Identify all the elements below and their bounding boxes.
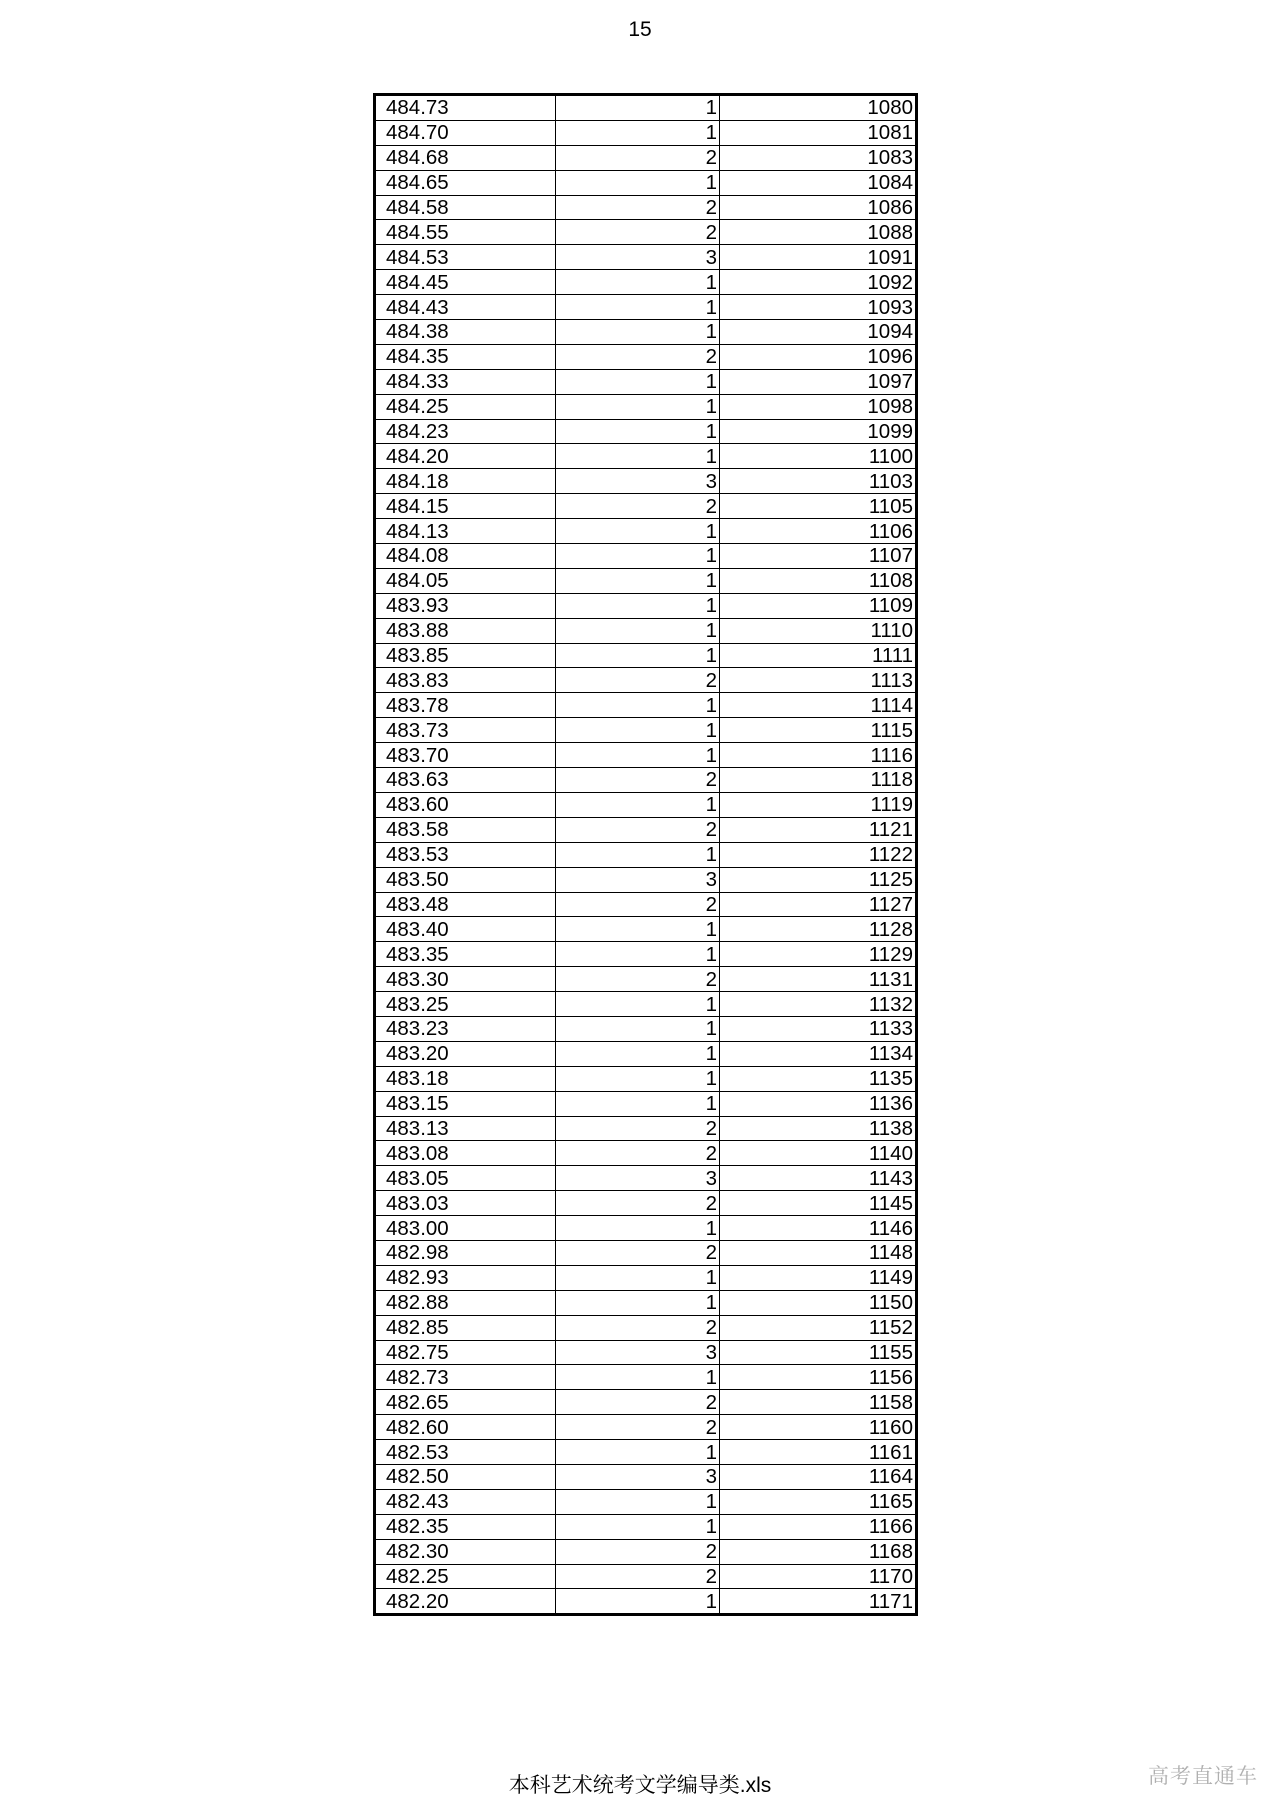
count-cell: 1 [556, 1216, 720, 1241]
cumulative-cell: 1105 [720, 494, 917, 519]
table-row [375, 967, 917, 992]
score-cell: 484.53 [375, 245, 556, 270]
cumulative-cell: 1108 [720, 568, 917, 593]
table-row [375, 1340, 917, 1365]
table-row [375, 1091, 917, 1116]
score-cell: 483.53 [375, 842, 556, 867]
count-cell: 2 [556, 1539, 720, 1564]
cumulative-cell: 1084 [720, 170, 917, 195]
table-row [375, 494, 917, 519]
cumulative-cell: 1114 [720, 693, 917, 718]
table-row [375, 1016, 917, 1041]
score-cell: 483.60 [375, 792, 556, 817]
count-cell: 3 [556, 1464, 720, 1489]
score-cell: 484.33 [375, 369, 556, 394]
score-cell: 484.65 [375, 170, 556, 195]
cumulative-cell: 1115 [720, 718, 917, 743]
cumulative-cell: 1107 [720, 544, 917, 569]
cumulative-cell: 1098 [720, 394, 917, 419]
table-row [375, 519, 917, 544]
table-row [375, 568, 917, 593]
count-cell: 1 [556, 1514, 720, 1539]
table-row [375, 593, 917, 618]
cumulative-cell: 1099 [720, 419, 917, 444]
score-cell: 483.25 [375, 992, 556, 1017]
score-cell: 483.00 [375, 1216, 556, 1241]
count-cell: 1 [556, 95, 720, 121]
count-cell: 2 [556, 1141, 720, 1166]
cumulative-cell: 1111 [720, 643, 917, 668]
score-cell: 483.05 [375, 1166, 556, 1191]
score-cell: 483.35 [375, 942, 556, 967]
watermark: 高考直通车 [1148, 1765, 1258, 1788]
cumulative-cell: 1165 [720, 1489, 917, 1514]
table-row [375, 1440, 917, 1465]
score-cell: 482.75 [375, 1340, 556, 1365]
table-row [375, 1564, 917, 1589]
table-row [375, 992, 917, 1017]
table-row [375, 1216, 917, 1241]
score-cell: 483.30 [375, 967, 556, 992]
table-row [375, 693, 917, 718]
cumulative-cell: 1158 [720, 1390, 917, 1415]
table-row [375, 1066, 917, 1091]
cumulative-cell: 1132 [720, 992, 917, 1017]
cumulative-cell: 1135 [720, 1066, 917, 1091]
count-cell: 1 [556, 593, 720, 618]
cumulative-cell: 1143 [720, 1166, 917, 1191]
table-row [375, 668, 917, 693]
count-cell: 2 [556, 1564, 720, 1589]
cumulative-cell: 1113 [720, 668, 917, 693]
count-cell: 1 [556, 693, 720, 718]
count-cell: 2 [556, 1415, 720, 1440]
cumulative-cell: 1136 [720, 1091, 917, 1116]
table-row [375, 867, 917, 892]
cumulative-cell: 1097 [720, 369, 917, 394]
score-cell: 482.93 [375, 1265, 556, 1290]
cumulative-cell: 1161 [720, 1440, 917, 1465]
score-cell: 482.60 [375, 1415, 556, 1440]
footer-filename: 本科艺术统考文学编导类.xls [508, 1774, 772, 1797]
table-row [375, 1315, 917, 1340]
score-cell: 484.58 [375, 195, 556, 220]
score-cell: 483.18 [375, 1066, 556, 1091]
count-cell: 1 [556, 718, 720, 743]
cumulative-cell: 1103 [720, 469, 917, 494]
score-cell: 482.88 [375, 1290, 556, 1315]
count-cell: 2 [556, 967, 720, 992]
count-cell: 1 [556, 1290, 720, 1315]
score-cell: 482.20 [375, 1589, 556, 1615]
count-cell: 1 [556, 1265, 720, 1290]
table-row [375, 1464, 917, 1489]
cumulative-cell: 1091 [720, 245, 917, 270]
score-cell: 484.23 [375, 419, 556, 444]
count-cell: 2 [556, 892, 720, 917]
table-row [375, 1489, 917, 1514]
cumulative-cell: 1152 [720, 1315, 917, 1340]
score-cell: 482.65 [375, 1390, 556, 1415]
table-row [375, 170, 917, 195]
cumulative-cell: 1168 [720, 1539, 917, 1564]
count-cell: 3 [556, 1166, 720, 1191]
score-cell: 483.20 [375, 1041, 556, 1066]
cumulative-cell: 1148 [720, 1240, 917, 1265]
count-cell: 1 [556, 1066, 720, 1091]
table-row [375, 768, 917, 793]
count-cell: 1 [556, 170, 720, 195]
count-cell: 1 [556, 120, 720, 145]
cumulative-cell: 1109 [720, 593, 917, 618]
table-row [375, 1141, 917, 1166]
cumulative-cell: 1122 [720, 842, 917, 867]
table-row [375, 743, 917, 768]
count-cell: 1 [556, 743, 720, 768]
count-cell: 2 [556, 668, 720, 693]
score-cell: 483.83 [375, 668, 556, 693]
count-cell: 1 [556, 1489, 720, 1514]
count-cell: 1 [556, 917, 720, 942]
score-cell: 484.08 [375, 544, 556, 569]
score-cell: 482.35 [375, 1514, 556, 1539]
table-row [375, 1365, 917, 1390]
score-cell: 483.70 [375, 743, 556, 768]
score-cell: 483.08 [375, 1141, 556, 1166]
table-row [375, 469, 917, 494]
score-cell: 483.03 [375, 1191, 556, 1216]
score-cell: 482.25 [375, 1564, 556, 1589]
count-cell: 1 [556, 618, 720, 643]
cumulative-cell: 1127 [720, 892, 917, 917]
score-cell: 483.58 [375, 817, 556, 842]
table-row [375, 369, 917, 394]
count-cell: 1 [556, 1440, 720, 1465]
score-cell: 483.85 [375, 643, 556, 668]
cumulative-cell: 1156 [720, 1365, 917, 1390]
count-cell: 3 [556, 469, 720, 494]
score-cell: 483.23 [375, 1016, 556, 1041]
count-cell: 2 [556, 195, 720, 220]
count-cell: 2 [556, 768, 720, 793]
table-row [375, 1539, 917, 1564]
score-cell: 484.13 [375, 519, 556, 544]
table-row [375, 320, 917, 345]
cumulative-cell: 1125 [720, 867, 917, 892]
score-cell: 484.73 [375, 95, 556, 121]
count-cell: 1 [556, 643, 720, 668]
score-cell: 483.50 [375, 867, 556, 892]
count-cell: 1 [556, 942, 720, 967]
score-cell: 483.40 [375, 917, 556, 942]
count-cell: 1 [556, 320, 720, 345]
score-cell: 482.73 [375, 1365, 556, 1390]
cumulative-cell: 1150 [720, 1290, 917, 1315]
count-cell: 2 [556, 1315, 720, 1340]
score-cell: 482.43 [375, 1489, 556, 1514]
table-row [375, 1514, 917, 1539]
count-cell: 1 [556, 295, 720, 320]
score-cell: 483.88 [375, 618, 556, 643]
table-row [375, 120, 917, 145]
count-cell: 1 [556, 1091, 720, 1116]
score-cell: 483.48 [375, 892, 556, 917]
score-cell: 483.15 [375, 1091, 556, 1116]
table-row [375, 1415, 917, 1440]
table-row [375, 1191, 917, 1216]
cumulative-cell: 1171 [720, 1589, 917, 1615]
cumulative-cell: 1096 [720, 344, 917, 369]
count-cell: 1 [556, 568, 720, 593]
count-cell: 1 [556, 992, 720, 1017]
table-row [375, 544, 917, 569]
cumulative-cell: 1166 [720, 1514, 917, 1539]
table-row [375, 842, 917, 867]
table-row [375, 1265, 917, 1290]
score-cell: 482.50 [375, 1464, 556, 1489]
table-row [375, 1116, 917, 1141]
count-cell: 1 [556, 1365, 720, 1390]
count-cell: 2 [556, 1116, 720, 1141]
cumulative-cell: 1081 [720, 120, 917, 145]
count-cell: 1 [556, 1041, 720, 1066]
cumulative-cell: 1118 [720, 768, 917, 793]
cumulative-cell: 1119 [720, 792, 917, 817]
cumulative-cell: 1088 [720, 220, 917, 245]
score-cell: 482.98 [375, 1240, 556, 1265]
table-body [375, 95, 917, 1615]
count-cell: 1 [556, 270, 720, 295]
score-cell: 484.25 [375, 394, 556, 419]
score-cell: 484.43 [375, 295, 556, 320]
cumulative-cell: 1086 [720, 195, 917, 220]
score-cell: 482.85 [375, 1315, 556, 1340]
count-cell: 1 [556, 842, 720, 867]
table-row [375, 245, 917, 270]
table-row [375, 444, 917, 469]
count-cell: 1 [556, 544, 720, 569]
table-row [375, 618, 917, 643]
score-cell: 484.70 [375, 120, 556, 145]
score-cell: 484.18 [375, 469, 556, 494]
count-cell: 1 [556, 419, 720, 444]
cumulative-cell: 1129 [720, 942, 917, 967]
page-number: 15 [628, 18, 652, 41]
table-row [375, 718, 917, 743]
score-cell: 484.55 [375, 220, 556, 245]
table-row [375, 220, 917, 245]
table-row [375, 419, 917, 444]
score-cell: 483.78 [375, 693, 556, 718]
cumulative-cell: 1128 [720, 917, 917, 942]
count-cell: 1 [556, 792, 720, 817]
count-cell: 2 [556, 145, 720, 170]
score-cell: 484.35 [375, 344, 556, 369]
cumulative-cell: 1083 [720, 145, 917, 170]
table-row [375, 1166, 917, 1191]
score-cell: 483.63 [375, 768, 556, 793]
count-cell: 1 [556, 394, 720, 419]
count-cell: 1 [556, 1589, 720, 1615]
score-cell: 482.30 [375, 1539, 556, 1564]
table-row [375, 1240, 917, 1265]
cumulative-cell: 1092 [720, 270, 917, 295]
cumulative-cell: 1100 [720, 444, 917, 469]
table-row [375, 1589, 917, 1615]
count-cell: 2 [556, 1390, 720, 1415]
cumulative-cell: 1138 [720, 1116, 917, 1141]
score-cell: 483.73 [375, 718, 556, 743]
score-cell: 483.13 [375, 1116, 556, 1141]
score-distribution-table [373, 93, 918, 1616]
count-cell: 2 [556, 220, 720, 245]
cumulative-cell: 1110 [720, 618, 917, 643]
cumulative-cell: 1106 [720, 519, 917, 544]
table-row [375, 917, 917, 942]
cumulative-cell: 1131 [720, 967, 917, 992]
score-cell: 484.38 [375, 320, 556, 345]
cumulative-cell: 1155 [720, 1340, 917, 1365]
count-cell: 2 [556, 1240, 720, 1265]
table-row [375, 394, 917, 419]
score-cell: 484.20 [375, 444, 556, 469]
cumulative-cell: 1133 [720, 1016, 917, 1041]
score-cell: 483.93 [375, 593, 556, 618]
cumulative-cell: 1093 [720, 295, 917, 320]
table-row [375, 942, 917, 967]
cumulative-cell: 1160 [720, 1415, 917, 1440]
count-cell: 1 [556, 519, 720, 544]
cumulative-cell: 1140 [720, 1141, 917, 1166]
cumulative-cell: 1134 [720, 1041, 917, 1066]
table-row [375, 344, 917, 369]
table-row [375, 1390, 917, 1415]
count-cell: 3 [556, 1340, 720, 1365]
table-row [375, 95, 917, 121]
table-row [375, 643, 917, 668]
count-cell: 2 [556, 344, 720, 369]
cumulative-cell: 1164 [720, 1464, 917, 1489]
cumulative-cell: 1149 [720, 1265, 917, 1290]
table-row [375, 817, 917, 842]
table-row [375, 295, 917, 320]
count-cell: 1 [556, 1016, 720, 1041]
count-cell: 2 [556, 817, 720, 842]
table-row [375, 892, 917, 917]
count-cell: 2 [556, 1191, 720, 1216]
cumulative-cell: 1094 [720, 320, 917, 345]
count-cell: 3 [556, 245, 720, 270]
score-cell: 484.05 [375, 568, 556, 593]
table-row [375, 1290, 917, 1315]
table-row [375, 270, 917, 295]
count-cell: 3 [556, 867, 720, 892]
table-row [375, 1041, 917, 1066]
score-cell: 484.45 [375, 270, 556, 295]
cumulative-cell: 1145 [720, 1191, 917, 1216]
cumulative-cell: 1121 [720, 817, 917, 842]
score-cell: 482.53 [375, 1440, 556, 1465]
score-cell: 484.15 [375, 494, 556, 519]
cumulative-cell: 1146 [720, 1216, 917, 1241]
cumulative-cell: 1080 [720, 95, 917, 121]
score-cell: 484.68 [375, 145, 556, 170]
count-cell: 1 [556, 369, 720, 394]
count-cell: 1 [556, 444, 720, 469]
table-row [375, 792, 917, 817]
cumulative-cell: 1170 [720, 1564, 917, 1589]
cumulative-cell: 1116 [720, 743, 917, 768]
table-row [375, 145, 917, 170]
table-row [375, 195, 917, 220]
count-cell: 2 [556, 494, 720, 519]
